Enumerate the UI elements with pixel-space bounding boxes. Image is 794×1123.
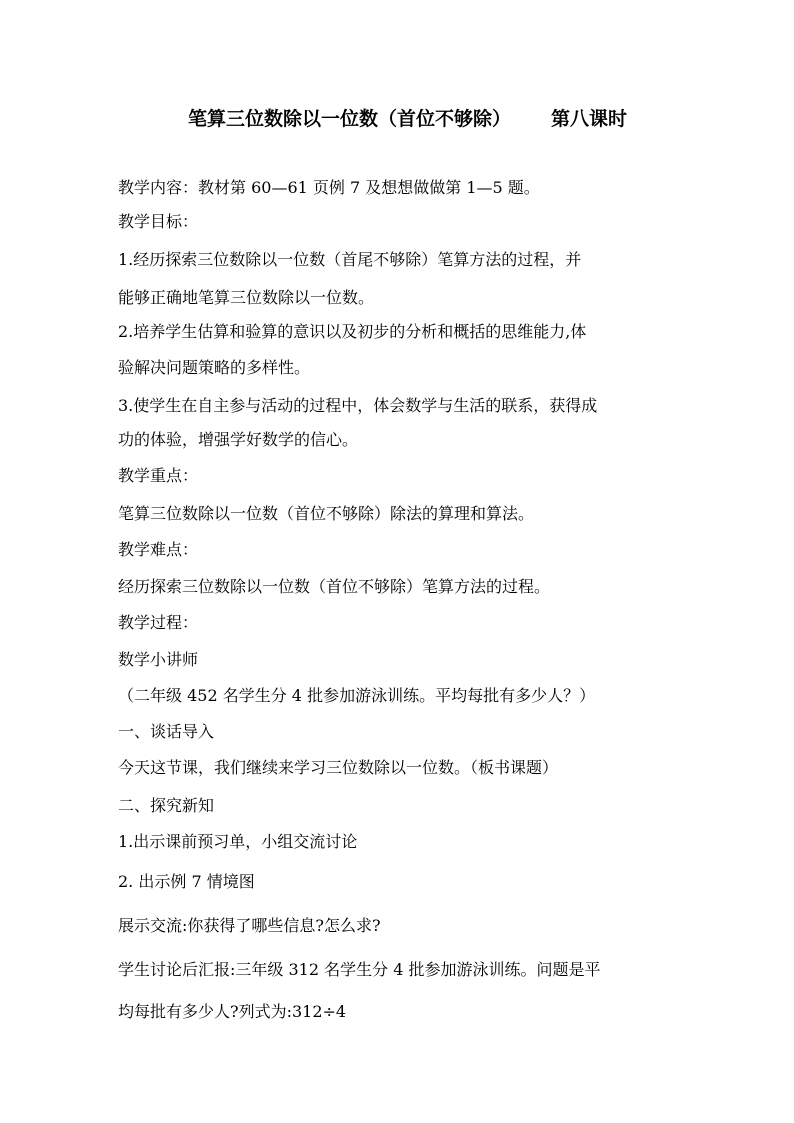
key-points-text: 笔算三位数除以一位数（首位不够除）除法的算理和算法。	[118, 504, 535, 523]
report-line-2: 均每批有多少人?列式为:312÷4	[118, 1002, 347, 1021]
teaching-goals-heading: 教学目标：	[118, 212, 199, 231]
title-main: 笔算三位数除以一位数（首位不够除）	[188, 108, 512, 130]
teaching-content: 教学内容：教材第 60—61 页例 7 及想想做做第 1—5 题。	[118, 178, 540, 197]
exchange-question: 展示交流:你获得了哪些信息?怎么求?	[118, 916, 381, 935]
math-lecturer: 数学小讲师	[118, 650, 199, 669]
goal-1-line-2: 能够正确地笔算三位数除以一位数。	[118, 288, 375, 307]
difficulty-heading: 教学难点：	[118, 540, 199, 559]
goal-2-line-1: 2.培养学生估算和验算的意识以及初步的分析和概括的思维能力,体	[118, 322, 587, 341]
lecturer-problem: （二年级 452 名学生分 4 批参加游泳训练。平均每批有多少人？）	[118, 686, 596, 705]
step-2: 2. 出示例 7 情境图	[118, 872, 255, 891]
page-title	[188, 104, 627, 131]
goal-1-line-1: 1.经历探索三位数除以一位数（首尾不够除）笔算方法的过程，并	[118, 250, 582, 269]
key-points-heading: 教学重点：	[118, 466, 199, 485]
title-lesson: 第八课时	[551, 108, 628, 130]
section-2-heading: 二、探究新知	[118, 796, 215, 815]
goal-3-line-2: 功的体验，增强学好数学的信心。	[118, 430, 359, 449]
goal-2-line-2: 验解决问题策略的多样性。	[118, 358, 311, 377]
step-1: 1.出示课前预习单，小组交流讨论	[118, 832, 358, 851]
goal-3-line-1: 3.使学生在自主参与活动的过程中，体会数学与生活的联系，获得成	[118, 396, 598, 415]
section-1-heading: 一、谈话导入	[118, 722, 215, 741]
section-1-text: 今天这节课，我们继续来学习三位数除以一位数。（板书课题）	[118, 758, 559, 777]
report-line-1: 学生讨论后汇报:三年级 312 名学生分 4 批参加游泳训练。问题是平	[118, 960, 601, 979]
process-heading: 教学过程：	[118, 613, 199, 632]
difficulty-text: 经历探索三位数除以一位数（首位不够除）笔算方法的过程。	[118, 577, 551, 596]
